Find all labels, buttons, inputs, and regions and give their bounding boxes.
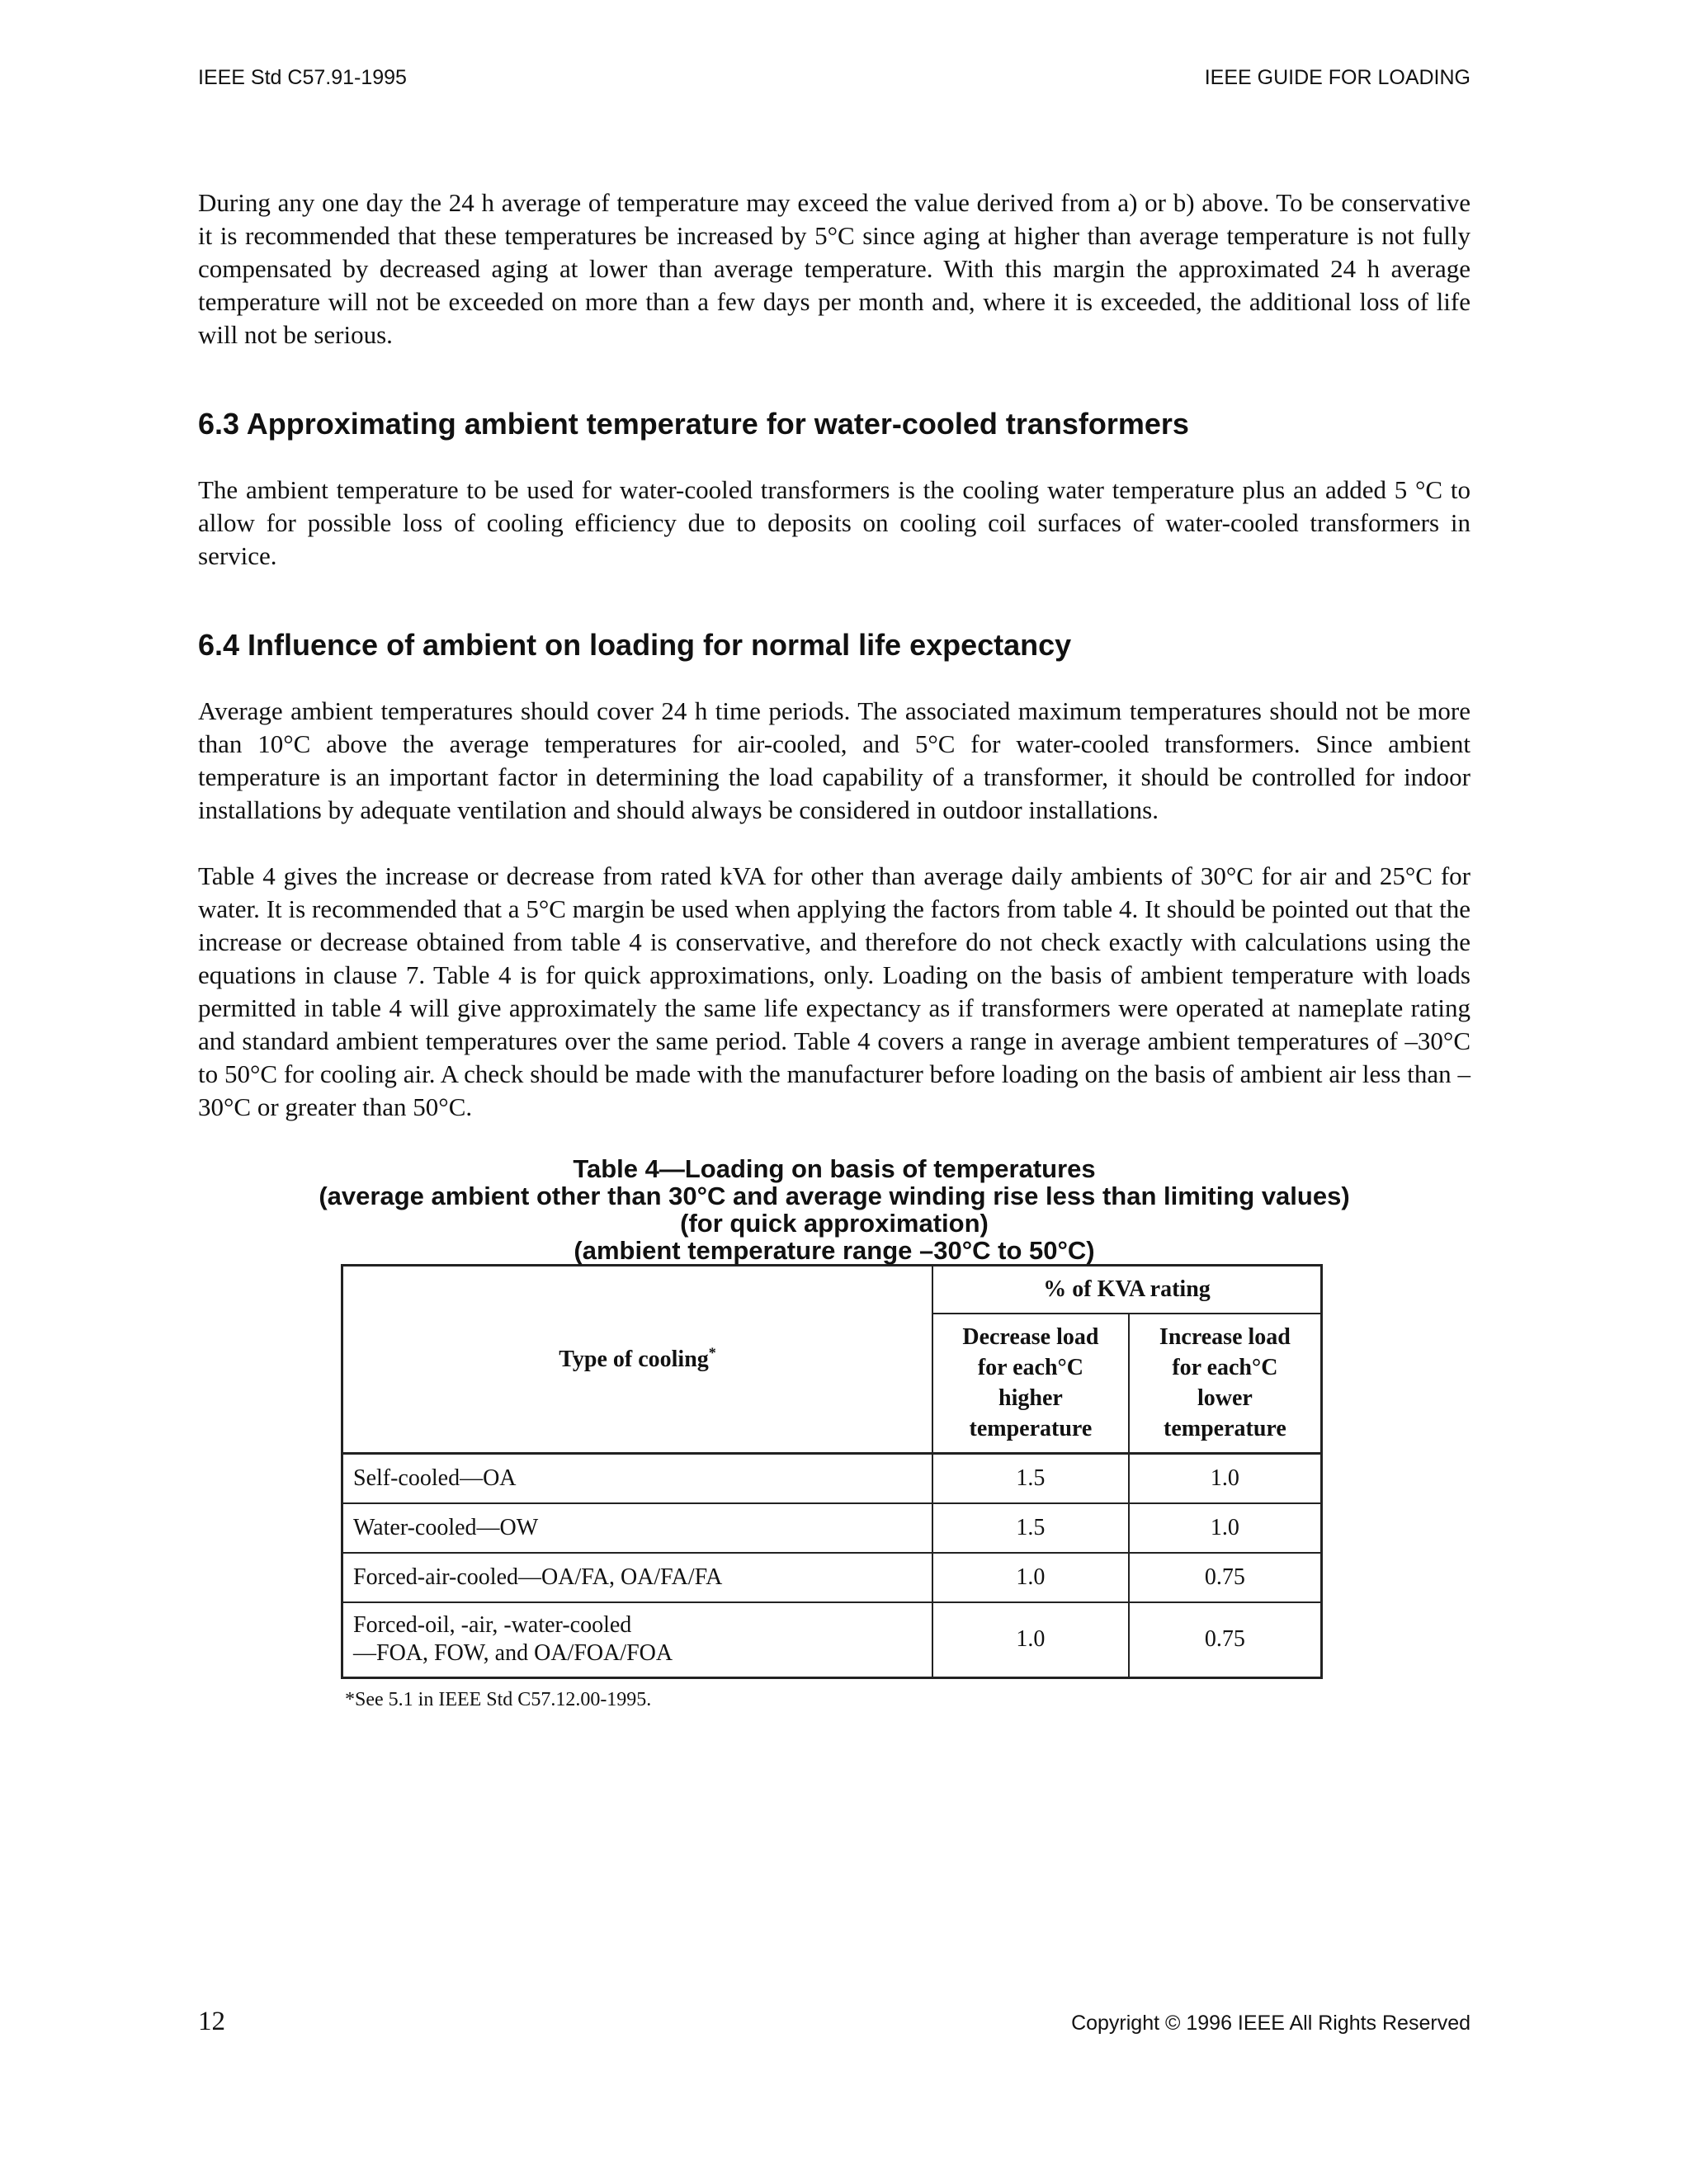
table4-title <box>198 1155 1470 1264</box>
column-header-type-of-cooling <box>342 1266 933 1454</box>
header-line: temperature <box>1164 1416 1286 1442</box>
table4-header-row <box>342 1266 1322 1314</box>
cell-increase-value: 1.0 <box>1129 1454 1322 1503</box>
footnote-marker: * <box>708 1344 716 1361</box>
paragraph-table4-description: Table 4 gives the increase or decrease from rated kVA for other than average daily ambients of 30°C for air and 25°C for water. It is recommended that a 5°C margin be used when applying the factors from table 4. It should be pointed out that the increase or decrease obtained from table 4 is conservative, and therefore do not check exactly with calculations using the equations in clause 7. Table 4 is for quick approximations, only. Loading on the basis of ambient temperature with loads permitted in table 4 will give approximately the same life expectancy as if transformers were operated at nameplate rating and standard ambient temperatures over the same period. Table 4 covers a range in average ambient temperatures of –30°C to 50°C for cooling air. A check should be made with the manufacturer before loading on the basis of ambient air less than –30°C or greater than 50°C. <box>198 861 1470 1121</box>
cell-increase-value: 0.75 <box>1129 1553 1322 1602</box>
cell-cooling-type: Self-cooled—OA <box>342 1454 933 1503</box>
header-standard-id: IEEE Std C57.91-1995 <box>198 66 407 89</box>
column-group-kva-rating: % of KVA rating <box>932 1266 1321 1314</box>
table4-title-line: Table 4—Loading on basis of temperatures <box>573 1154 1096 1183</box>
cell-increase-value: 1.0 <box>1129 1503 1322 1553</box>
cooling-type-line: —FOA, FOW, and OA/FOA/FOA <box>353 1640 673 1667</box>
table-row <box>342 1454 1322 1503</box>
cell-decrease-value: 1.5 <box>932 1503 1129 1553</box>
cell-cooling-type: Forced-air-cooled—OA/FA, OA/FA/FA <box>342 1553 933 1602</box>
cell-decrease-value: 1.5 <box>932 1454 1129 1503</box>
page-content <box>198 186 1470 1711</box>
type-of-cooling-label: Type of cooling <box>559 1347 709 1372</box>
table4-title-line: (ambient temperature range –30°C to 50°C) <box>574 1236 1095 1265</box>
section-heading-6-4: 6.4 Influence of ambient on loading for normal life expectancy <box>198 628 1072 662</box>
section-heading-6-3: 6.3 Approximating ambient temperature for water-cooled transformers <box>198 407 1189 441</box>
running-header <box>198 66 1470 99</box>
cell-increase-value: 0.75 <box>1129 1602 1322 1678</box>
cell-decrease-value: 1.0 <box>932 1602 1129 1678</box>
paragraph-water-cooled: The ambient temperature to be used for water-cooled transformers is the cooling water temperature plus an added 5 °C to allow for possible loss of cooling efficiency due to deposits on cooling coil surfaces of water-cooled transformers in service. <box>198 475 1470 570</box>
paragraph-24h-average: During any one day the 24 h average of temperature may exceed the value derived from a) or b) above. To be conservative it is recommended that these temperatures be increased by 5°C since aging at higher than average temperature is not fully compensated by decreased aging at lower than average temperature. With this margin the approximated 24 h average temperature will not be exceeded on more than a few days per month and, where it is exceeded, the additional loss of life will not be serious. <box>198 188 1470 349</box>
table4 <box>341 1264 1323 1679</box>
table-row <box>342 1602 1322 1678</box>
cell-cooling-type: Water-cooled—OW <box>342 1503 933 1553</box>
table4-title-line: (for quick approximation) <box>680 1209 989 1238</box>
header-line: Increase load <box>1159 1324 1291 1351</box>
header-line: higher <box>998 1385 1063 1412</box>
page-number: 12 <box>198 2007 225 2036</box>
header-line: Decrease load <box>962 1324 1099 1351</box>
header-guide-title: IEEE GUIDE FOR LOADING <box>1204 66 1470 89</box>
paragraph-ambient-periods: Average ambient temperatures should cover 24 h time periods. The associated maximum temperatures should not be more than 10°C above the average temperatures for air-cooled, and 5°C for water-cooled transformers. Since ambient temperature is an important factor in determining the load capability of a transformer, it should be controlled for indoor installations by adequate ventilation and should always be considered in outdoor installations. <box>198 696 1470 824</box>
cell-cooling-type <box>342 1602 933 1678</box>
table-row <box>342 1553 1322 1602</box>
header-line: for each°C <box>1172 1355 1278 1381</box>
page-footer <box>198 2007 1470 2043</box>
column-header-decrease-load <box>932 1314 1129 1454</box>
table4-title-line: (average ambient other than 30°C and average winding rise less than limiting values) <box>319 1182 1350 1210</box>
header-line: for each°C <box>977 1355 1083 1381</box>
header-line: lower <box>1197 1385 1253 1412</box>
header-line: temperature <box>969 1416 1093 1442</box>
column-header-increase-load <box>1129 1314 1322 1454</box>
table4-footnote: *See 5.1 in IEEE Std C57.12.00-1995. <box>345 1689 652 1710</box>
table-row <box>342 1503 1322 1553</box>
cooling-type-line: Forced-oil, -air, -water-cooled <box>353 1612 632 1639</box>
cell-decrease-value: 1.0 <box>932 1553 1129 1602</box>
copyright-notice: Copyright © 1996 IEEE All Rights Reserved <box>1071 2012 1470 2035</box>
